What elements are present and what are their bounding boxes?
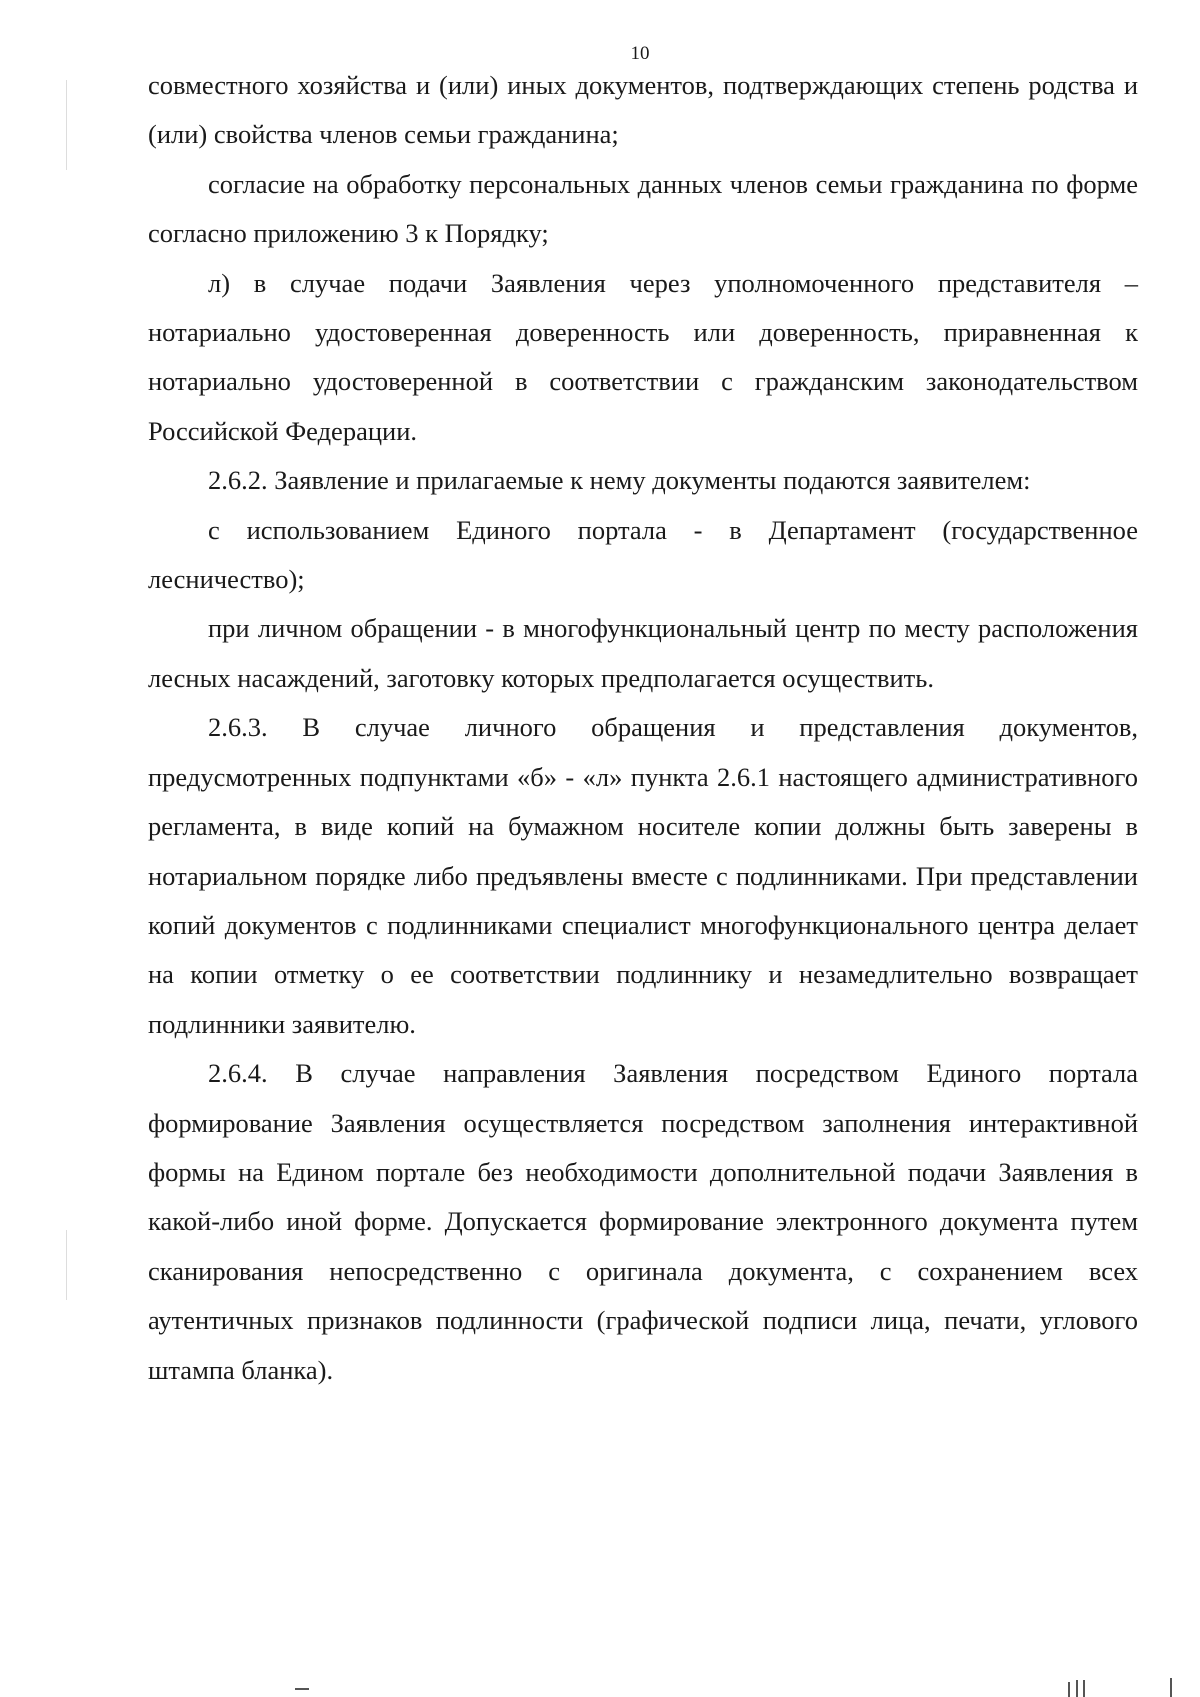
paragraph-consent: согласие на обработку персональных данных членов семьи гражданина по форме согласно приложению 3 к Порядку; — [148, 168, 1138, 249]
paragraph-portal-submission: с использованием Единого портала - в Департамент (государственное лесничество); — [148, 514, 1138, 595]
document-body — [148, 61, 1138, 1395]
paragraph-power-of-attorney: л) в случае подачи Заявления через уполномоченного представителя – нотариально удостоверенная доверенность или доверенность, приравненная к нотариально удостоверенной в соответствии с гражданским законодательством Российской Федерации. — [148, 267, 1138, 446]
scan-artifact-ticks-4 — [1170, 1678, 1172, 1697]
paragraph-2-6-4: 2.6.4. В случае направления Заявления посредством Единого портала формирование Заявления осуществляется посредством заполнения интерактивной формы на Едином портале без необходимости дополнительной подачи Заявления в какой-либо иной форме. Допускается формирование электронного документа путем сканирования непосредственно с оригинала документа, с сохранением всех аутентичных признаков подлинности (графической подписи лица, печати, углового штампа бланка). — [148, 1058, 1138, 1385]
scan-artifact-ticks — [1068, 1682, 1070, 1697]
scan-artifact-ticks-3 — [1083, 1680, 1085, 1697]
scan-artifact-ticks-2 — [1076, 1680, 1078, 1697]
scan-left-edge — [66, 80, 67, 170]
paragraph-2-6-3: 2.6.3. В случае личного обращения и представления документов, предусмотренных подпунктами «б» - «л» пункта 2.6.1 настоящего административного регламента, в виде копий на бумажном носителе копии должны быть заверены в нотариальном порядке либо предъявлены вместе с подлинниками. При представлении копий документов с подлинниками специалист многофункционального центра делает на копии отметку о ее соответствии подлиннику и незамедлительно возвращает подлинники заявителю. — [148, 712, 1138, 1039]
page-number: 10 — [630, 43, 650, 64]
paragraph-personal-submission: при личном обращении - в многофункциональный центр по месту расположения лесных насаждений, заготовку которых предполагается осуществить. — [148, 613, 1138, 693]
scan-artifact-dash — [295, 1688, 309, 1690]
scan-left-edge-lower — [66, 1230, 67, 1300]
paragraph-family-documents: совместного хозяйства и (или) иных документов, подтверждающих степень родства и (или) свойства членов семьи гражданина; — [148, 70, 1138, 150]
paragraph-2-6-2: 2.6.2. Заявление и прилагаемые к нему документы подаются заявителем: — [208, 465, 1031, 496]
